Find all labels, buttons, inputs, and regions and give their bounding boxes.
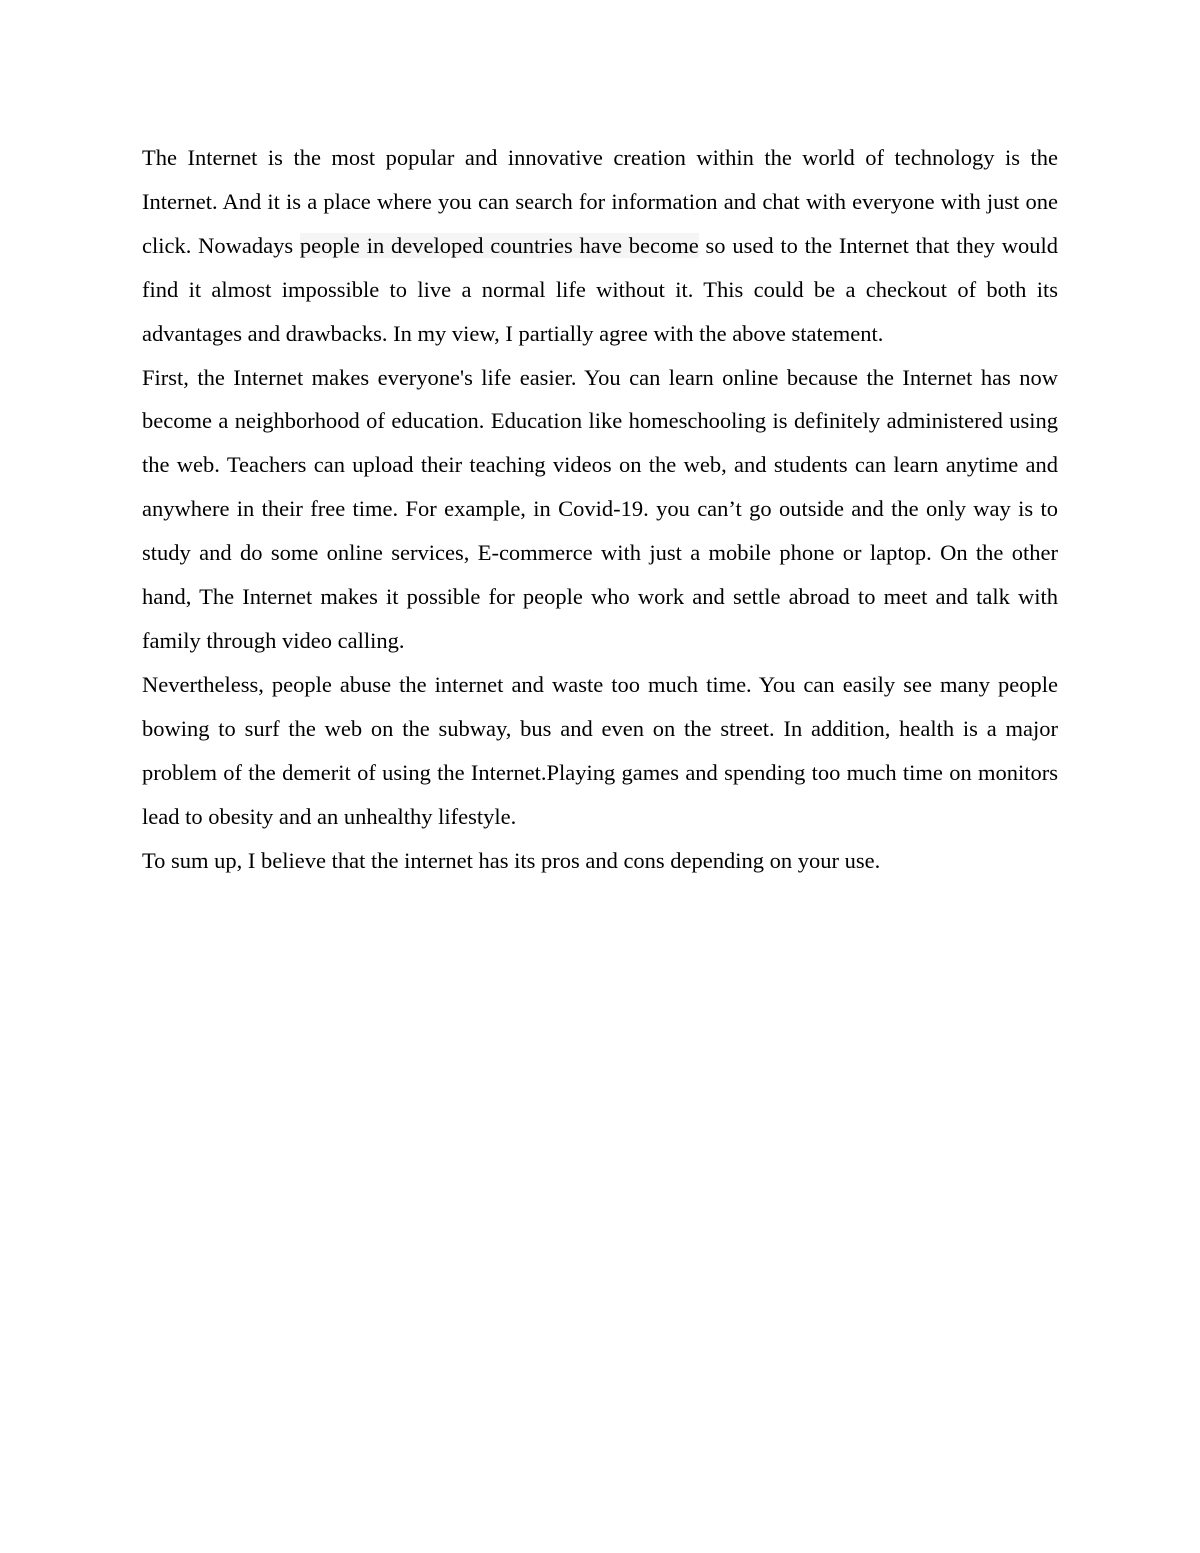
paragraph-introduction — [142, 136, 1058, 356]
paragraph-disadvantages: Nevertheless, people abuse the internet and waste too much time. You can easily see many people bowing to surf the web on the subway, bus and even on the street. In addition, health is a major problem of the demerit of using the Internet.Playing games and spending too much time on monitors lead to obesity and an unhealthy lifestyle. — [142, 671, 1058, 829]
paragraph-advantages: First, the Internet makes everyone's life easier. You can learn online because the Internet has now become a neighborhood of education. Education like homeschooling is definitely administered using the web. Teachers can upload their teaching videos on the web, and students can learn anytime and anywhere in their free time. For example, in Covid-19. you can’t go outside and the only way is to study and do some online services, E-commerce with just a mobile phone or laptop. On the other hand, The Internet makes it possible for people who work and settle abroad to meet and talk with family through video calling. — [142, 364, 1058, 653]
intro-text-end: so used to the Internet that they would find it almost impossible to live a normal life without it. This could be a checkout of both its advantages and drawbacks. In my view, I partially agree with the above statement. — [142, 232, 1058, 346]
paragraph-conclusion: To sum up, I believe that the internet has its pros and cons depending on your use. — [142, 847, 881, 873]
essay-body — [142, 136, 1058, 882]
intro-text-start: The Internet is the most popular and innovative creation within the world of technology is the Internet. And it is a place where you can search for information and chat with everyone with just one click. Nowadays — [142, 145, 1058, 258]
intro-highlighted-text: people in developed countries have become — [299, 232, 699, 258]
